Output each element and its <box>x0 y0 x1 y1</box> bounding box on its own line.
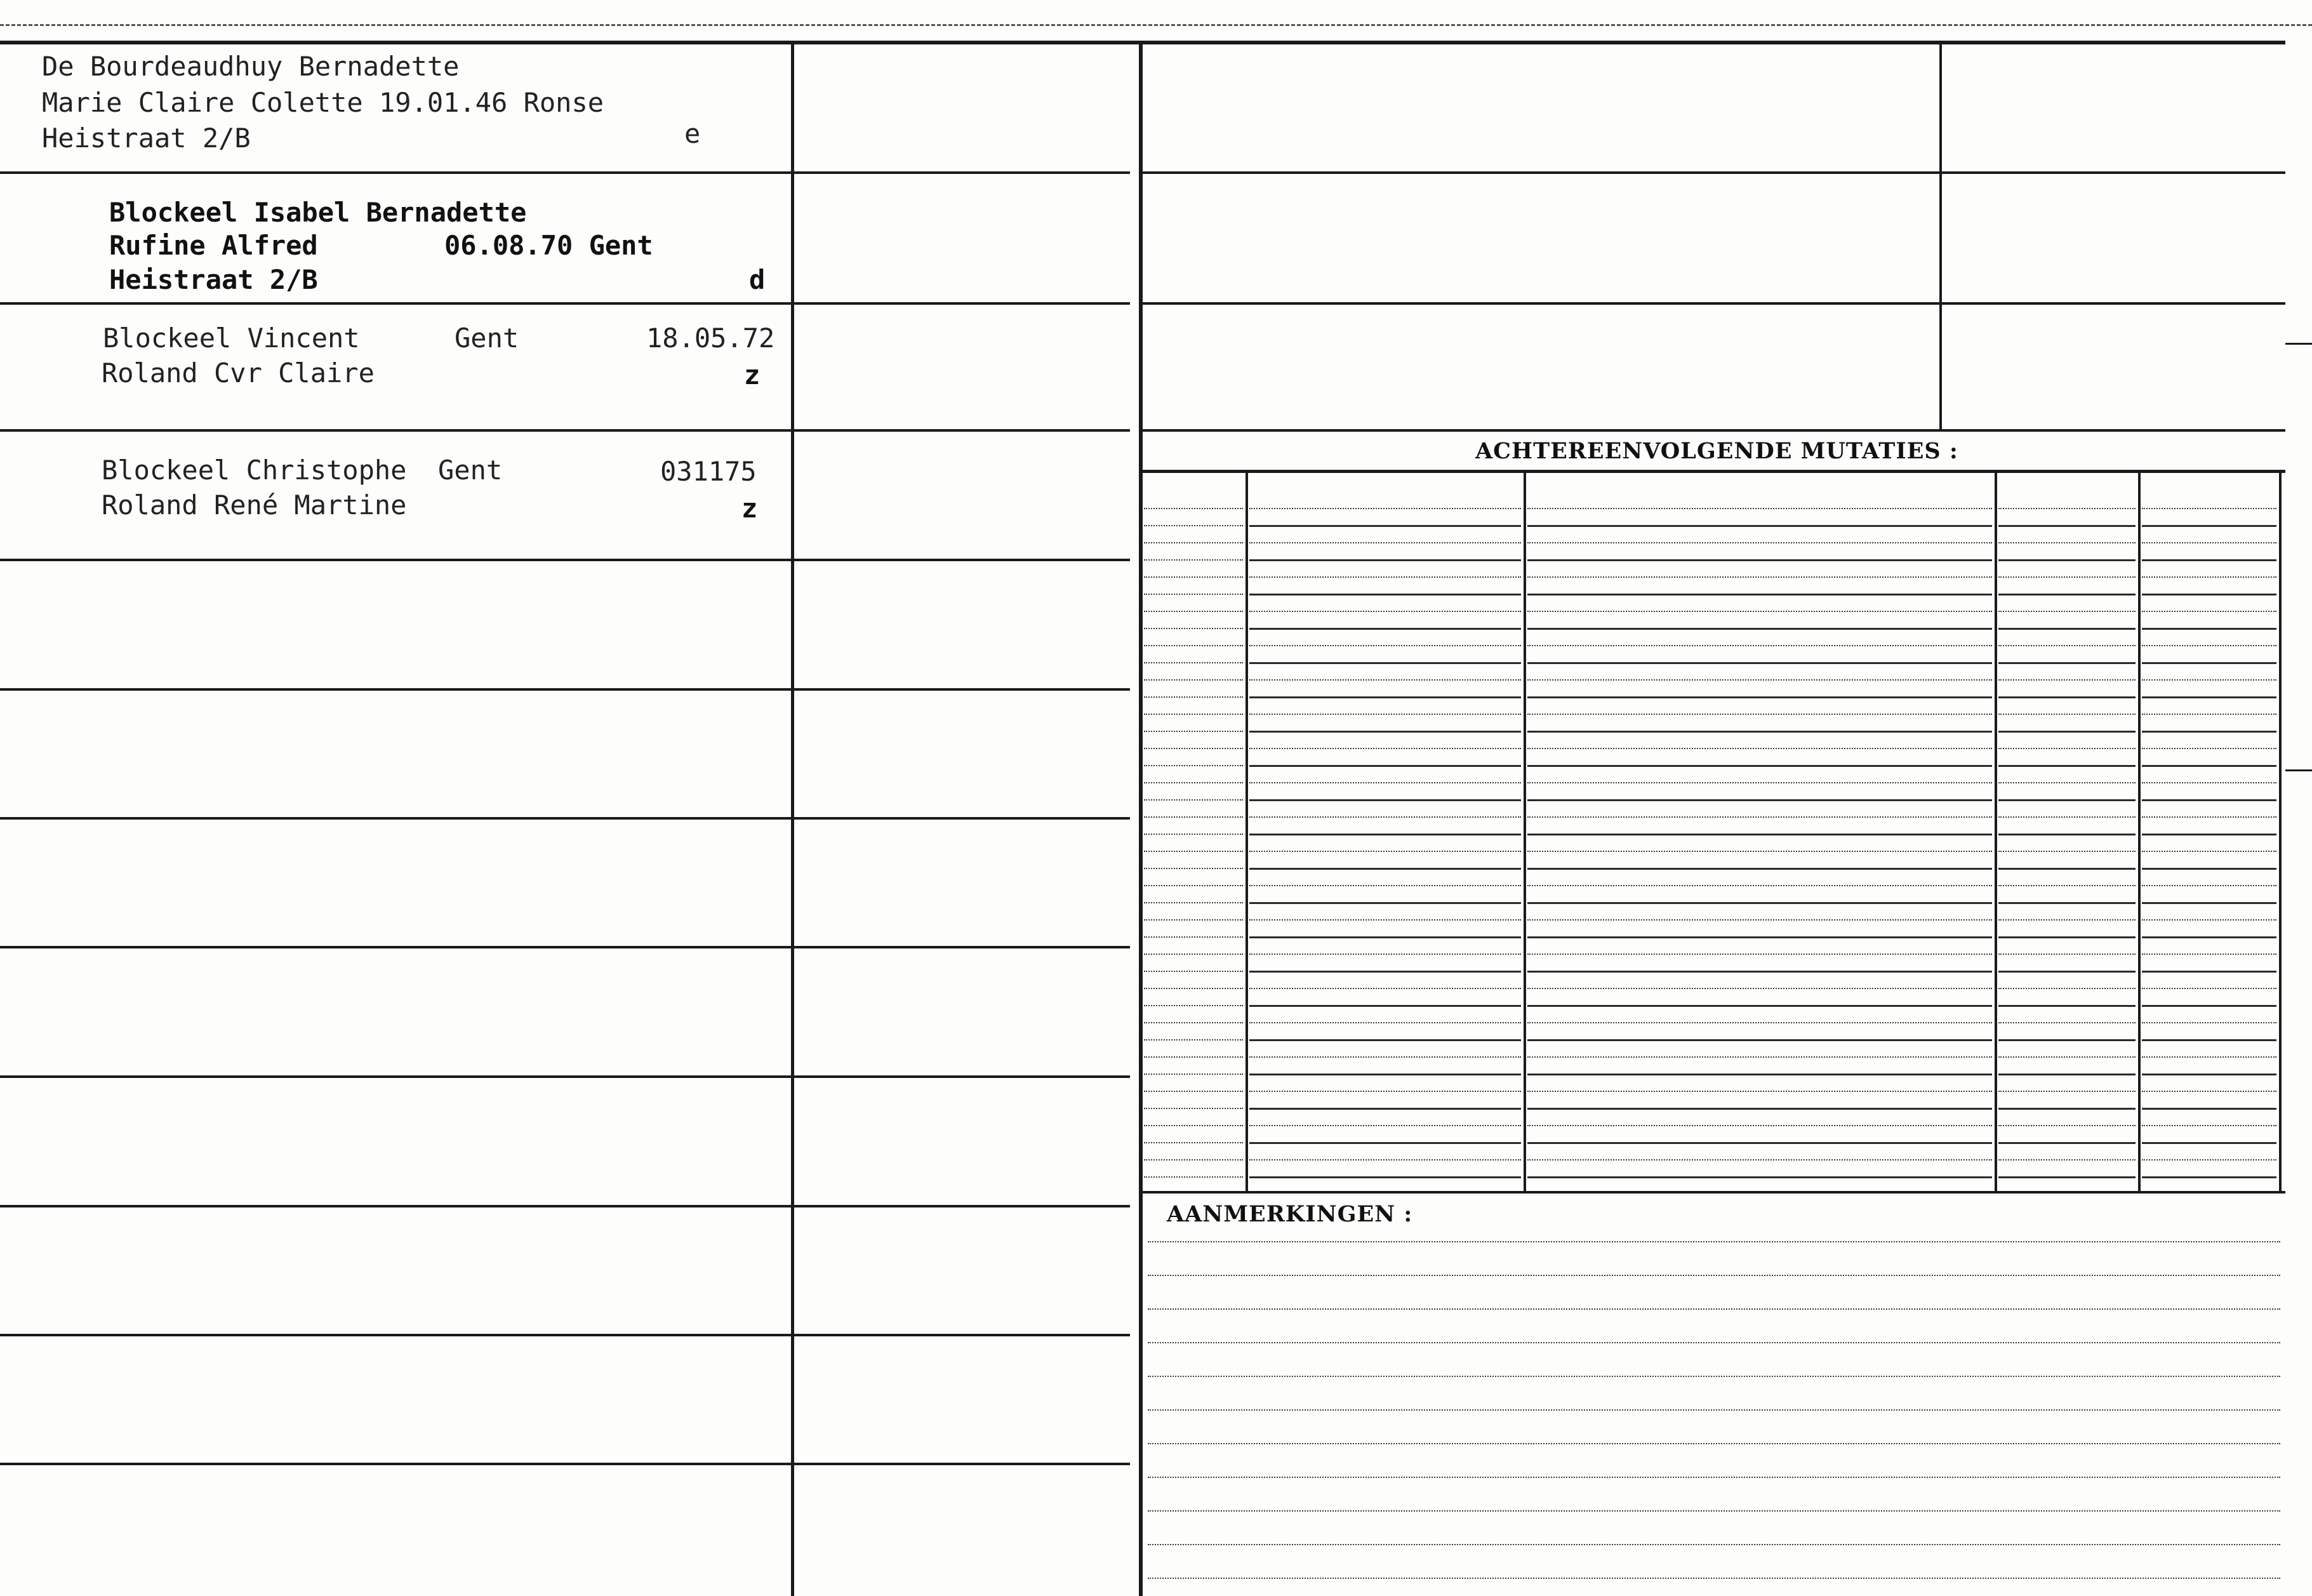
mutation-rule <box>1527 594 1992 595</box>
mutation-rule <box>1527 816 1992 818</box>
left-row-line <box>0 1334 1130 1336</box>
mutation-rule <box>1998 816 2136 818</box>
mutation-rule <box>1998 1176 2136 1178</box>
mutation-rule <box>1144 1074 1243 1075</box>
mutation-rule <box>1527 765 1992 767</box>
mutation-rule <box>1998 645 2136 646</box>
mutations-col-divider <box>1246 471 1248 1192</box>
mutation-rule <box>1527 1039 1992 1041</box>
mutation-rule <box>1144 1125 1243 1126</box>
mutation-rule <box>1998 799 2136 801</box>
mutation-rule <box>1998 1056 2136 1058</box>
mutation-rule <box>1527 508 1992 509</box>
mutation-rule <box>1998 1142 2136 1144</box>
mutation-rule <box>1998 1125 2136 1126</box>
left-row-line <box>0 946 1130 948</box>
mutation-rule <box>1249 679 1521 681</box>
mutation-rule <box>1249 971 1521 973</box>
mutation-rule <box>2142 816 2276 818</box>
mutation-rule <box>1998 508 2136 509</box>
mutation-rule <box>1998 714 2136 715</box>
mutation-rule <box>1527 919 1992 921</box>
mutation-rule <box>1249 765 1521 767</box>
top-border <box>0 41 2285 44</box>
mutation-rule <box>2142 988 2276 989</box>
mutation-rule <box>1249 1125 1521 1126</box>
mutation-rule <box>1144 902 1243 903</box>
mutation-rule <box>1249 525 1521 527</box>
mutation-rule <box>2142 851 2276 852</box>
mutation-rule <box>1527 662 1992 664</box>
mutation-rule <box>2142 525 2276 527</box>
mutation-rule <box>1527 576 1992 578</box>
mutation-rule <box>1144 679 1243 681</box>
record-2-line-3: Heistraat 2/B <box>109 264 318 295</box>
mutation-rule <box>1144 1159 1243 1160</box>
left-row-line <box>0 1205 1130 1207</box>
mutation-rule <box>1998 885 2136 886</box>
mutation-rule <box>1998 765 2136 767</box>
record-1-line-2: Marie Claire Colette 19.01.46 Ronse <box>42 87 604 118</box>
remark-rule <box>1148 1275 2280 1276</box>
mutation-rule <box>2142 868 2276 870</box>
mutation-rule <box>1249 816 1521 818</box>
mutation-rule <box>2142 919 2276 921</box>
mutation-rule <box>1249 628 1521 630</box>
mutation-rule <box>1144 816 1243 818</box>
mutation-rule <box>1249 988 1521 989</box>
mutation-rule <box>1249 936 1521 938</box>
edge-tick <box>2285 343 2312 345</box>
mutation-rule <box>1527 1005 1992 1007</box>
mutation-rule <box>1144 988 1243 989</box>
mutation-rule <box>1998 971 2136 973</box>
mutation-rule <box>1527 1142 1992 1144</box>
mutation-rule <box>1527 954 1992 955</box>
mutation-rule <box>1249 885 1521 886</box>
remark-rule <box>1148 1578 2280 1579</box>
record-3-line-1: Blockeel Vincent <box>103 323 360 354</box>
record-1-line-1: De Bourdeaudhuy Bernadette <box>42 51 460 82</box>
mutation-rule <box>1144 1176 1243 1178</box>
mutation-rule <box>2142 679 2276 681</box>
mutation-rule <box>2142 1022 2276 1023</box>
mutation-rule <box>2142 1176 2276 1178</box>
mutation-rule <box>1249 662 1521 664</box>
mutation-rule <box>1527 885 1992 886</box>
mutation-rule <box>1144 1022 1243 1023</box>
mutation-rule <box>1998 868 2136 870</box>
mutation-rule <box>1527 971 1992 973</box>
mutation-rule <box>2142 714 2276 715</box>
record-3-date: 18.05.72 <box>646 323 775 354</box>
right-top-divider <box>1939 41 1942 429</box>
mutation-rule <box>2142 971 2276 973</box>
record-3-line-2: Roland Cvr Claire <box>102 357 375 389</box>
mutation-rule <box>1144 611 1243 612</box>
mutation-rule <box>1144 748 1243 749</box>
remark-rule <box>1148 1308 2280 1310</box>
mutation-rule <box>1144 1142 1243 1143</box>
mutation-rule <box>1998 1108 2136 1110</box>
right-row-line <box>1143 171 2285 174</box>
mutation-rule <box>2142 1091 2276 1092</box>
mutation-rule <box>2142 936 2276 938</box>
mutation-rule <box>1144 542 1243 543</box>
mutation-rule <box>1144 954 1243 955</box>
mutation-rule <box>1144 936 1243 938</box>
mutation-rule <box>1998 611 2136 612</box>
mutation-rule <box>1998 1159 2136 1160</box>
mutation-rule <box>1249 1005 1521 1007</box>
mutation-rule <box>2142 611 2276 612</box>
left-row-line <box>0 1463 1130 1465</box>
mutations-col-divider <box>1524 471 1526 1192</box>
mutation-rule <box>2142 1125 2276 1126</box>
mutation-rule <box>1249 714 1521 715</box>
remark-rule <box>1148 1510 2280 1512</box>
mutation-rule <box>1998 902 2136 904</box>
mutation-rule <box>1998 988 2136 989</box>
mutation-rule <box>1527 748 1992 749</box>
mutation-rule <box>1998 559 2136 561</box>
mutation-rule <box>1249 1091 1521 1092</box>
mutation-rule <box>1144 525 1243 526</box>
mutation-rule <box>1527 902 1992 904</box>
mutation-rule <box>2142 1142 2276 1144</box>
mutation-rule <box>1144 594 1243 595</box>
left-row-line <box>0 171 1130 174</box>
mutation-rule <box>2142 731 2276 733</box>
mutation-rule <box>1249 594 1521 595</box>
mutation-rule <box>1249 1142 1521 1144</box>
record-2-line-2: Rufine Alfred <box>109 230 318 261</box>
mutation-rule <box>1144 714 1243 715</box>
mutation-rule <box>1998 731 2136 733</box>
mutation-rule <box>1527 1108 1992 1110</box>
record-4-code: z <box>741 493 758 524</box>
mutation-rule <box>2142 1159 2276 1160</box>
remark-rule <box>1148 1409 2280 1411</box>
mutation-rule <box>1998 1091 2136 1092</box>
mutation-rule <box>2142 1056 2276 1058</box>
remark-rule <box>1148 1477 2280 1478</box>
right-row-line <box>1143 429 2285 432</box>
mutation-rule <box>1249 868 1521 870</box>
mutation-rule <box>1144 834 1243 835</box>
mutation-rule <box>2142 799 2276 801</box>
mutation-rule <box>2142 885 2276 886</box>
mutations-title: ACHTEREENVOLGENDE MUTATIES : <box>1475 438 1958 464</box>
mutation-rule <box>1144 851 1243 852</box>
mutation-rule <box>1998 748 2136 749</box>
mutation-rule <box>1998 662 2136 664</box>
mutation-rule <box>1249 542 1521 543</box>
mutation-rule <box>1144 1108 1243 1109</box>
mutation-rule <box>1998 594 2136 595</box>
remark-rule <box>1148 1544 2280 1545</box>
mutation-rule <box>1998 628 2136 630</box>
mutation-rule <box>1249 834 1521 835</box>
mutation-rule <box>1527 988 1992 989</box>
top-perforation <box>0 24 2312 26</box>
remark-rule <box>1148 1443 2280 1444</box>
mutation-rule <box>1144 799 1243 801</box>
mutation-rule <box>1998 1074 2136 1075</box>
mutation-rule <box>1527 628 1992 630</box>
mutation-rule <box>1527 936 1992 938</box>
record-4-place: Gent <box>438 455 503 486</box>
mutation-rule <box>2142 559 2276 561</box>
remark-rule <box>1148 1376 2280 1377</box>
mutation-rule <box>1144 868 1243 869</box>
mutation-rule <box>2142 782 2276 783</box>
mutation-rule <box>1249 508 1521 509</box>
mutation-rule <box>2142 542 2276 543</box>
record-4-line-1: Blockeel Christophe <box>102 455 407 486</box>
mutation-rule <box>1249 611 1521 612</box>
center-divider <box>1139 41 1143 1596</box>
mutation-rule <box>1249 902 1521 904</box>
mutation-rule <box>1144 1091 1243 1092</box>
mutation-rule <box>1527 799 1992 801</box>
mutation-rule <box>1998 576 2136 578</box>
mutations-bottom-border <box>1143 1191 2285 1194</box>
mutation-rule <box>1527 525 1992 527</box>
mutation-rule <box>1998 919 2136 921</box>
mutation-rule <box>1249 1074 1521 1075</box>
mutations-col-divider <box>2138 471 2141 1192</box>
left-row-line <box>0 302 1130 305</box>
mutation-rule <box>1998 696 2136 698</box>
mutation-rule <box>1144 731 1243 732</box>
mutation-rule <box>2142 954 2276 955</box>
mutation-rule <box>2142 628 2276 630</box>
mutations-top-border <box>1143 470 2285 473</box>
record-1-line-3: Heistraat 2/B <box>42 123 251 154</box>
mutation-rule <box>1527 1022 1992 1023</box>
mutation-rule <box>2142 1005 2276 1007</box>
mutation-rule <box>1527 1159 1992 1160</box>
mutation-rule <box>1998 834 2136 835</box>
record-4-line-2: Roland René Martine <box>102 489 407 521</box>
mutation-rule <box>1527 782 1992 783</box>
mutation-rule <box>1249 1108 1521 1110</box>
mutation-rule <box>2142 1074 2276 1075</box>
mutation-rule <box>1249 1159 1521 1160</box>
left-row-line <box>0 1075 1130 1078</box>
remark-rule <box>1148 1342 2280 1343</box>
mutation-rule <box>1144 782 1243 783</box>
mutation-rule <box>1144 508 1243 509</box>
mutation-rule <box>1998 1039 2136 1041</box>
mutation-rule <box>1527 679 1992 681</box>
mutation-rule <box>1249 559 1521 561</box>
mutation-rule <box>1144 576 1243 578</box>
mutation-rule <box>1527 645 1992 646</box>
mutation-rule <box>1144 765 1243 766</box>
mutation-rule <box>2142 765 2276 767</box>
record-2-line-1: Blockeel Isabel Bernadette <box>109 197 527 228</box>
mutation-rule <box>2142 696 2276 698</box>
right-row-line <box>1143 302 2285 305</box>
mutation-rule <box>1998 1022 2136 1023</box>
mutation-rule <box>1527 1056 1992 1058</box>
mutation-rule <box>1144 971 1243 972</box>
record-1-code: e <box>684 118 701 149</box>
mutation-rule <box>1144 662 1243 663</box>
mutation-rule <box>1998 936 2136 938</box>
mutation-rule <box>1249 919 1521 921</box>
mutation-rule <box>1144 919 1243 921</box>
mutation-rule <box>1144 1005 1243 1006</box>
record-3-code: z <box>744 359 761 390</box>
mutations-right-border <box>2279 471 2282 1192</box>
mutation-rule <box>1527 851 1992 852</box>
mutation-rule <box>1249 576 1521 578</box>
mutation-rule <box>1144 628 1243 629</box>
mutation-rule <box>1998 542 2136 543</box>
mutation-rule <box>1249 748 1521 749</box>
mutation-rule <box>2142 902 2276 904</box>
mutation-rule <box>1249 696 1521 698</box>
mutation-rule <box>1249 1176 1521 1178</box>
record-2-date-place: 06.08.70 Gent <box>444 230 653 261</box>
remark-rule <box>1148 1241 2280 1242</box>
left-row-line <box>0 688 1130 691</box>
edge-tick <box>2285 769 2312 771</box>
mutation-rule <box>2142 576 2276 578</box>
mutation-rule <box>1144 559 1243 561</box>
mutation-rule <box>1249 1022 1521 1023</box>
mutation-rule <box>1527 714 1992 715</box>
record-3-place: Gent <box>455 323 519 354</box>
mutation-rule <box>1527 611 1992 612</box>
remarks-title: AANMERKINGEN : <box>1167 1201 1413 1227</box>
mutation-rule <box>1249 731 1521 733</box>
mutation-rule <box>1998 1005 2136 1007</box>
mutation-rule <box>1249 851 1521 852</box>
mutation-rule <box>1144 1056 1243 1058</box>
mutation-rule <box>1527 696 1992 698</box>
mutation-rule <box>1527 1074 1992 1075</box>
mutation-rule <box>1249 954 1521 955</box>
mutation-rule <box>1527 731 1992 733</box>
mutation-rule <box>2142 645 2276 646</box>
mutation-rule <box>1249 1039 1521 1041</box>
mutation-rule <box>2142 662 2276 664</box>
left-row-line <box>0 559 1130 561</box>
mutation-rule <box>2142 1039 2276 1041</box>
mutation-rule <box>2142 748 2276 749</box>
mutation-rule <box>1527 559 1992 561</box>
mutation-rule <box>2142 834 2276 835</box>
mutation-rule <box>1527 868 1992 870</box>
mutation-rule <box>1527 542 1992 543</box>
mutation-rule <box>1998 851 2136 852</box>
mutation-rule <box>1527 834 1992 835</box>
mutation-rule <box>1998 954 2136 955</box>
mutation-rule <box>1527 1091 1992 1092</box>
mutation-rule <box>1249 782 1521 783</box>
record-4-date: 031175 <box>660 456 757 487</box>
mutation-rule <box>1144 885 1243 886</box>
mutation-rule <box>1144 696 1243 698</box>
left-row-line <box>0 429 1130 432</box>
mutations-col-divider <box>1995 471 1997 1192</box>
mutation-rule <box>2142 508 2276 509</box>
mutation-rule <box>2142 594 2276 595</box>
mutation-rule <box>1249 645 1521 646</box>
record-2-code: d <box>749 264 766 295</box>
mutation-rule <box>1144 645 1243 646</box>
mutation-rule <box>1527 1125 1992 1126</box>
mutation-rule <box>1249 1056 1521 1058</box>
left-row-line <box>0 817 1130 820</box>
mutation-rule <box>1998 525 2136 527</box>
mutation-rule <box>1998 782 2136 783</box>
mutation-rule <box>2142 1108 2276 1110</box>
mutation-rule <box>1527 1176 1992 1178</box>
mutation-rule <box>1144 1039 1243 1041</box>
mutation-rule <box>1998 679 2136 681</box>
mutation-rule <box>1249 799 1521 801</box>
